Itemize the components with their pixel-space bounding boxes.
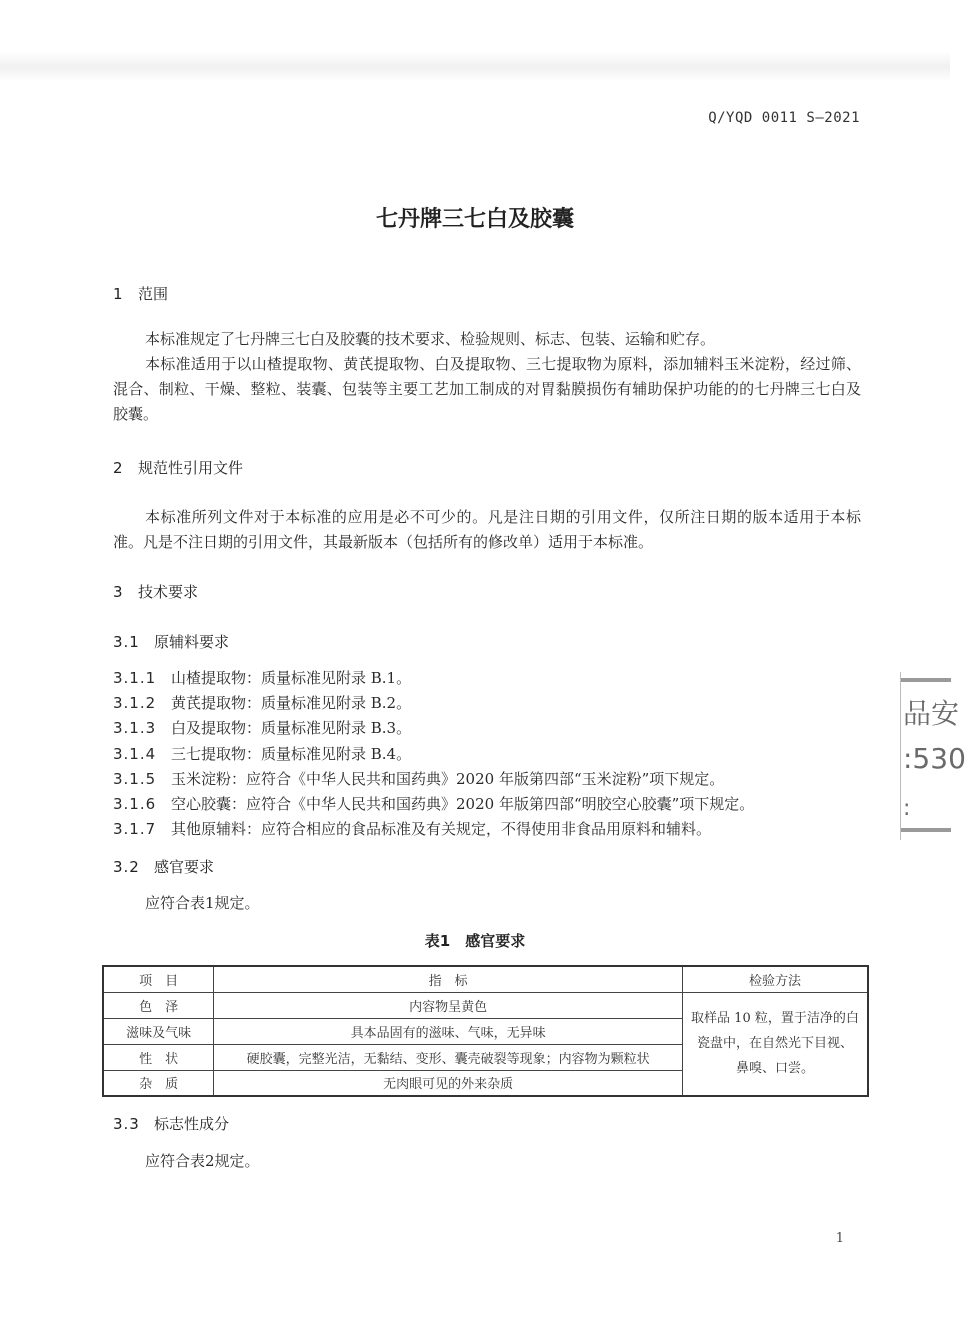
table-cell: 色 泽 <box>103 992 214 1018</box>
requirement-item <box>113 667 411 688</box>
item-text: 空心胶囊：应符合《中华人民共和国药典》2020 年版第四部“明胶空心胶囊”项下规定。 <box>171 795 755 813</box>
section-3-heading <box>113 581 198 602</box>
section-title: 感官要求 <box>154 858 215 876</box>
paragraph: 应符合表1规定。 <box>145 894 260 912</box>
table-cell: 杂 质 <box>103 1070 214 1096</box>
section-number: 3.1 <box>113 633 140 651</box>
requirement-item <box>113 793 754 814</box>
stamp-text: : <box>903 796 911 821</box>
requirement-item <box>113 818 711 839</box>
item-text: 三七提取物：质量标准见附录 B.4。 <box>171 745 412 763</box>
section-3-2-heading <box>113 856 214 877</box>
requirement-item <box>113 743 411 764</box>
scan-artifact <box>0 52 950 82</box>
item-number: 3.1.3 <box>113 719 157 737</box>
item-text: 玉米淀粉：应符合《中华人民共和国药典》2020 年版第四部“玉米淀粉”项下规定。 <box>171 770 725 788</box>
stamp-text: :530 <box>903 742 966 775</box>
stamp-bar <box>901 828 951 832</box>
section-2-heading <box>113 457 243 478</box>
requirement-item <box>113 717 411 738</box>
seal-stamp-fragment <box>900 672 966 840</box>
table-header-row <box>103 966 868 992</box>
section-title: 技术要求 <box>138 583 199 601</box>
section-title: 规范性引用文件 <box>138 459 244 477</box>
item-number: 3.1.5 <box>113 770 157 788</box>
column-header: 项 目 <box>103 966 214 992</box>
item-text: 山楂提取物：质量标准见附录 B.1。 <box>171 669 412 687</box>
column-header: 检验方法 <box>682 966 868 992</box>
section-number: 3.2 <box>113 858 140 876</box>
page-number: 1 <box>835 1231 844 1246</box>
item-text: 白及提取物：质量标准见附录 B.3。 <box>171 719 412 737</box>
item-number: 3.1.1 <box>113 669 157 687</box>
table-caption: 表1 感官要求 <box>424 932 526 950</box>
test-method-cell: 取样品 10 粒，置于洁净的白瓷盘中，在自然光下目视、鼻嗅、口尝。 <box>682 992 868 1096</box>
section-title: 标志性成分 <box>154 1115 230 1133</box>
column-header: 指 标 <box>214 966 683 992</box>
table-cell: 硬胶囊，完整光洁，无黏结、变形、囊壳破裂等现象；内容物为颗粒状 <box>214 1044 683 1070</box>
table-cell: 无肉眼可见的外来杂质 <box>214 1070 683 1096</box>
item-number: 3.1.6 <box>113 795 157 813</box>
item-number: 3.1.7 <box>113 820 157 838</box>
standard-code: Q/YQD 0011 S—2021 <box>708 110 860 126</box>
section-number: 2 <box>113 459 123 477</box>
table-cell: 滋味及气味 <box>103 1018 214 1044</box>
section-1-heading <box>113 283 168 304</box>
section-number: 3 <box>113 583 123 601</box>
paragraph: 本标准所列文件对于本标准的应用是必不可少的。凡是注日期的引用文件，仅所注日期的版本适用于本标准。凡是不注日期的引用文件，其最新版本（包括所有的修改单）适用于本标准。 <box>113 508 861 551</box>
item-number: 3.1.2 <box>113 694 157 712</box>
table-cell: 具本品固有的滋味、气味，无异味 <box>214 1018 683 1044</box>
paragraph: 本标准适用于以山楂提取物、黄芪提取物、白及提取物、三七提取物为原料，添加辅料玉米淀粉，经过筛、混合、制粒、干燥、整粒、装囊、包装等主要工艺加工制成的对胃黏膜损伤有辅助保护功能的的七丹牌三七白及胶囊。 <box>113 355 861 423</box>
section-number: 1 <box>113 285 123 303</box>
item-text: 其他原辅料：应符合相应的食品标准及有关规定，不得使用非食品用原料和辅料。 <box>171 820 712 838</box>
paragraph: 应符合表2规定。 <box>145 1152 260 1170</box>
paragraph: 本标准规定了七丹牌三七白及胶囊的技术要求、检验规则、标志、包装、运输和贮存。 <box>145 330 716 348</box>
table-cell: 性 状 <box>103 1044 214 1070</box>
section-3-3-heading <box>113 1113 229 1134</box>
requirement-item <box>113 692 411 713</box>
document-title: 七丹牌三七白及胶囊 <box>375 207 574 232</box>
stamp-bar <box>901 678 951 682</box>
section-title: 原辅料要求 <box>154 633 230 651</box>
stamp-text: 品安 <box>903 697 960 730</box>
section-number: 3.3 <box>113 1115 140 1133</box>
section-title: 范围 <box>138 285 169 303</box>
requirement-item <box>113 768 724 789</box>
table-cell: 内容物呈黄色 <box>214 992 683 1018</box>
item-text: 黄芪提取物：质量标准见附录 B.2。 <box>171 694 412 712</box>
section-3-1-heading <box>113 631 229 652</box>
table-row <box>103 992 868 1018</box>
sensory-requirements-table <box>102 965 869 1097</box>
item-number: 3.1.4 <box>113 745 157 763</box>
